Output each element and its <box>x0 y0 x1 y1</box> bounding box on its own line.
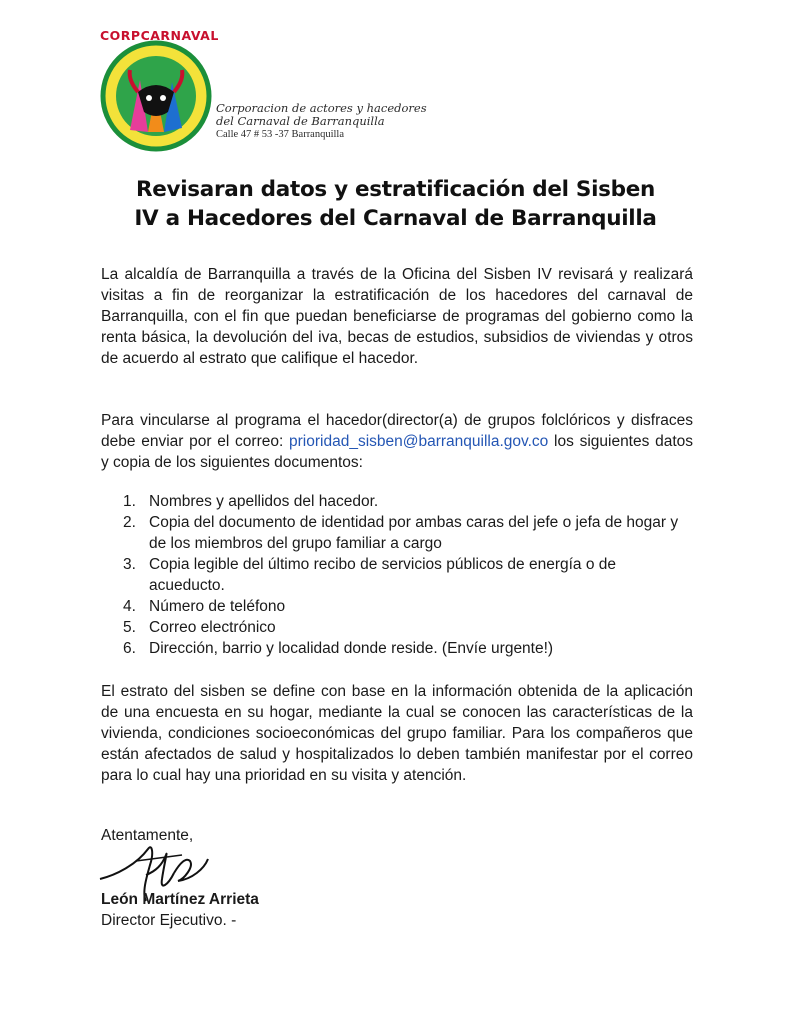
list-item-number: 3. <box>123 556 136 573</box>
contact-email-link[interactable]: prioridad_sisben@barranquilla.gov.co <box>289 433 549 450</box>
list-item-text: Correo electrónico <box>149 619 276 636</box>
title-line2: IV a Hacedores del Carnaval de Barranquilla <box>134 206 657 231</box>
list-item-text: Copia legible del último recibo de servicios públicos de energía o de acueducto. <box>149 556 616 594</box>
instructions-text-before: Para vincularse al programa el hacedor(director(a) de grupos folclóricos y disfraces debe enviar por el correo: <box>101 412 693 450</box>
list-item <box>101 491 693 512</box>
signer-name: León Martínez Arrieta <box>101 891 259 908</box>
list-item-text: Nombres y apellidos del hacedor. <box>149 493 379 510</box>
organization-info <box>216 101 427 142</box>
list-item-text: Dirección, barrio y localidad donde reside. (Envíe urgente!) <box>149 640 554 657</box>
logo-text: CORPCARNAVAL <box>100 28 219 43</box>
list-item-text: Copia del documento de identidad por ambas caras del jefe o jefa de hogar y de los miembros del grupo familiar a cargo <box>149 514 679 552</box>
instructions-paragraph <box>101 410 693 473</box>
list-item <box>101 596 693 617</box>
list-item-number: 1. <box>123 493 136 510</box>
list-item-number: 5. <box>123 619 136 636</box>
org-name-line2: del Carnaval de Barranquilla <box>216 114 385 128</box>
list-item-number: 6. <box>123 640 136 657</box>
intro-paragraph: La alcaldía de Barranquilla a través de la Oficina del Sisben IV revisará y realizará visitas a fin de reorganizar la estratificación de los hacedores del carnaval de Barranquilla, con el fin que puedan beneficiarse de programas del gobierno como la renta básica, la devolución del iva, becas de estudios, subsidios de viviendas y otros de acuerdo al estrato que califique el hacedor. <box>101 266 693 367</box>
corpcarnaval-logo <box>100 28 219 152</box>
list-item <box>101 554 693 596</box>
list-item <box>101 617 693 638</box>
list-item-number: 4. <box>123 598 136 615</box>
instructions-text-after: los siguientes datos y copia de los siguientes documentos: <box>101 433 694 471</box>
list-item-number: 2. <box>123 514 136 531</box>
letterhead <box>100 28 427 160</box>
sisben-explanation-paragraph: El estrato del sisben se define con base en la información obtenida de la aplicación de una encuesta en su hogar, mediante la cual se conocen las características de la vivienda, condiciones socioeconómicas del grupo familiar. Para los compañeros que están afectados de salud y hospitalizados lo deben también manifestar por el correo para lo cual hay una prioridad en su visita y atención. <box>101 683 693 784</box>
list-item <box>101 512 693 554</box>
document-title <box>0 175 791 233</box>
list-item-text: Número de teléfono <box>149 598 286 615</box>
signer-title: Director Ejecutivo. - <box>101 912 237 929</box>
closing-salutation: Atentamente, <box>101 827 194 844</box>
title-line1: Revisaran datos y estratificación del Sisben <box>135 177 656 202</box>
org-address: Calle 47 # 53 -37 Barranquilla <box>216 129 345 140</box>
list-item <box>101 638 693 659</box>
org-name-line1: Corporacion de actores y hacedores <box>216 101 427 115</box>
required-documents-list <box>101 491 693 659</box>
